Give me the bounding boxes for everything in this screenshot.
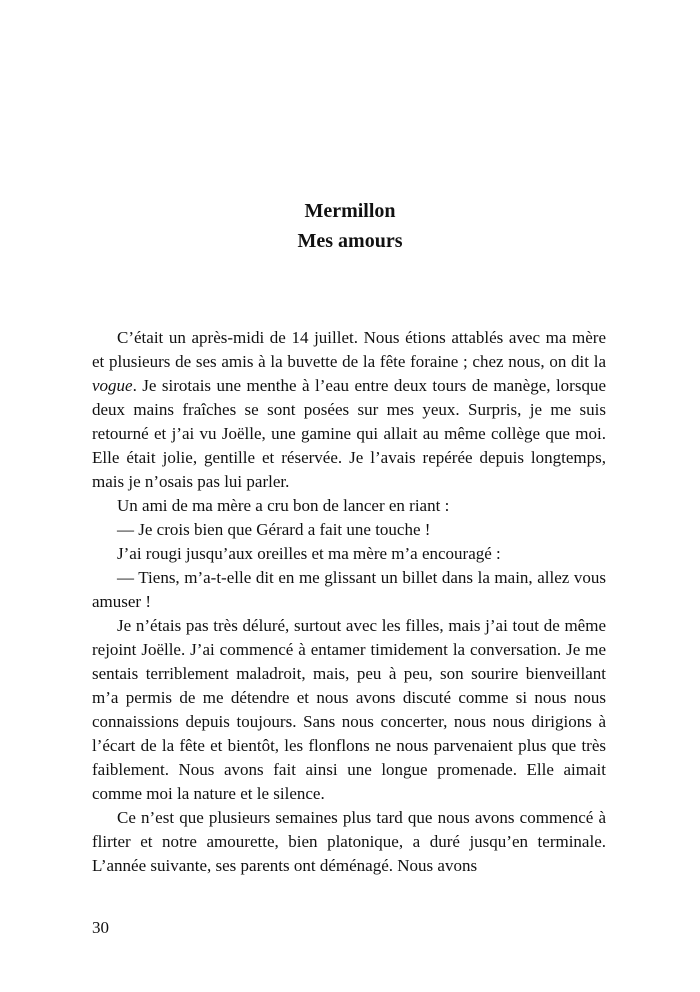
page-number: 30 (92, 918, 109, 937)
paragraph: J’ai rougi jusqu’aux oreilles et ma mère m’a encouragé : (117, 544, 501, 563)
paragraph: Je n’étais pas très déluré, surtout avec les filles, mais j’ai tout de même rejoint Joëlle. J’ai commencé à entamer timidement la conversation. Je me sentais terriblement maladroit, mais, peu à peu, son sourire bienveillant m’a permis de me détendre et nous avons discuté comme si nous nous connaissions depuis toujours. Sans nous concerter, nous nous dirigions à l’écart de la fête et bientôt, les flonflons ne nous parvenaient plus que très faiblement. Nous avons fait ainsi une longue promenade. Elle aimait comme moi la nature et le silence. (92, 616, 606, 803)
paragraph-text: C’était un après-midi de 14 juillet. Nous étions attablés avec ma mère et plusieurs de ses amis à la buvette de la fête foraine ; chez nous, on dit la (92, 328, 606, 371)
dialogue-line: — Je crois bien que Gérard a fait une touche ! (117, 520, 431, 539)
paragraph: Un ami de ma mère a cru bon de lancer en riant : (117, 496, 450, 515)
body-text (92, 326, 606, 878)
paragraph: Ce n’est que plusieurs semaines plus tard que nous avons commencé à flirter et notre amourette, bien platonique, a duré jusqu’en terminale. L’année suivante, ses parents ont déménagé. Nous avons (92, 808, 606, 875)
paragraph (92, 326, 606, 494)
chapter-subtitle: Mes amours (297, 230, 403, 252)
italic-word: vogue (92, 376, 133, 395)
chapter-heading (0, 196, 700, 256)
dialogue-line: — Tiens, m’a-t-elle dit en me glissant un billet dans la main, allez vous amuser ! (92, 568, 606, 611)
paragraph-text: . Je sirotais une menthe à l’eau entre deux tours de manège, lorsque deux mains fraîches se sont posées sur mes yeux. Surpris, je me suis retourné et j’ai vu Joëlle, une gamine qui allait au même collège que moi. Elle était jolie, gentille et réservée. Je l’avais repérée depuis longtemps, mais je n’osais pas lui parler. (92, 376, 606, 491)
chapter-title: Mermillon (304, 200, 396, 222)
